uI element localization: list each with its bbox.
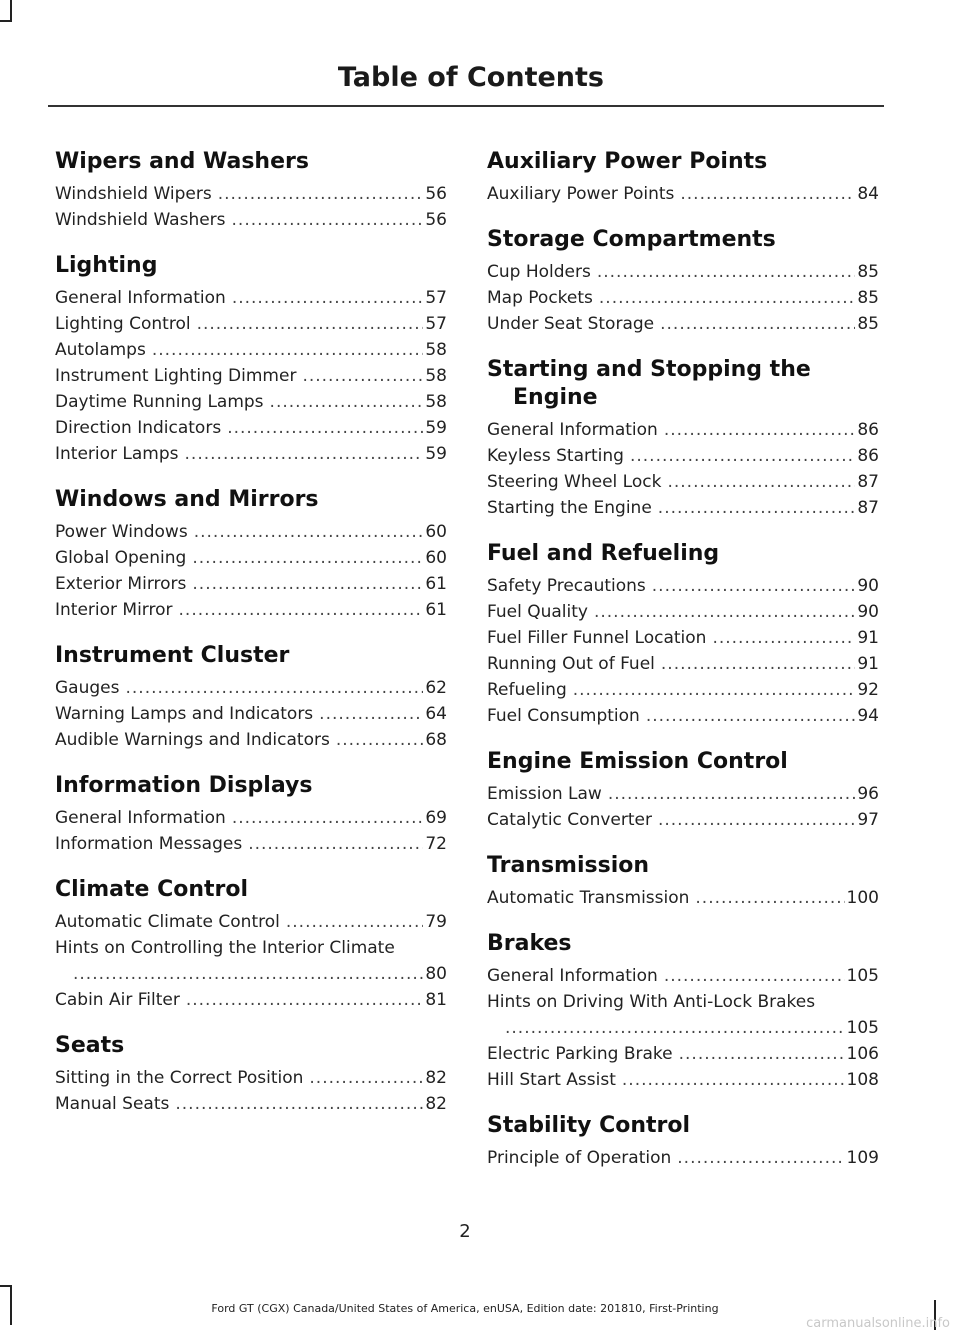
toc-entry-link[interactable] [487, 417, 879, 443]
section-heading: Climate Control [55, 877, 249, 902]
toc-entry-link[interactable] [487, 311, 879, 337]
toc-entry-row [487, 1067, 879, 1093]
toc-section [55, 772, 447, 857]
toc-entry-label: Catalytic Converter [487, 810, 652, 830]
section-heading: Fuel and Refueling [487, 541, 720, 566]
toc-entry-label: Hints on Driving With Anti-Lock Brakes [487, 992, 816, 1012]
dot-leader [232, 207, 424, 233]
dot-leader [599, 285, 855, 311]
dot-leader [646, 703, 856, 729]
dot-leader [286, 909, 423, 935]
toc-entry-link[interactable] [487, 963, 879, 989]
watermark: carmanualsonline.info [806, 1316, 950, 1331]
toc-entry-row [487, 495, 879, 521]
toc-entry-page: 94 [857, 706, 879, 726]
toc-entry-page: 59 [425, 418, 447, 438]
toc-entry-link[interactable] [55, 727, 447, 753]
toc-entry-link[interactable] [487, 599, 879, 625]
dot-leader [248, 831, 423, 857]
section-heading: Windows and Mirrors [55, 487, 319, 512]
toc-entry-row [487, 259, 879, 285]
toc-entry-link[interactable] [55, 207, 447, 233]
toc-section [487, 226, 879, 337]
page-number: 2 [459, 1221, 471, 1242]
toc-entry-link[interactable] [55, 805, 447, 831]
toc-entry-link[interactable] [55, 285, 447, 311]
crop-mark [0, 20, 12, 22]
toc-entry-link[interactable] [487, 781, 879, 807]
toc-entry-link[interactable] [487, 885, 879, 911]
toc-entry-page: 87 [857, 498, 879, 518]
toc-entry-row [487, 885, 879, 911]
toc-section [55, 486, 447, 623]
toc-entry-link[interactable] [487, 181, 879, 207]
toc-section [487, 540, 879, 729]
toc-entry-link[interactable] [55, 675, 447, 701]
toc-entry-page: 108 [846, 1070, 879, 1090]
toc-entry-label: Instrument Lighting Dimmer [55, 366, 297, 386]
toc-entry-label: Windshield Wipers [55, 184, 212, 204]
toc-entry-label: Audible Warnings and Indicators [55, 730, 330, 750]
dot-leader [179, 597, 424, 623]
dot-leader [505, 1015, 845, 1041]
toc-entry-page: 72 [425, 834, 447, 854]
toc-entry-label: Cabin Air Filter [55, 990, 180, 1010]
dot-leader [712, 625, 855, 651]
dot-leader [622, 1067, 845, 1093]
toc-section [487, 852, 879, 911]
toc-entry-row [55, 1091, 447, 1117]
toc-entry-page: 56 [425, 210, 447, 230]
toc-entry-row [55, 571, 447, 597]
title-divider [48, 105, 884, 107]
toc-entry-page: 109 [846, 1148, 879, 1168]
toc-entry-label: Information Messages [55, 834, 243, 854]
toc-entry-page: 84 [857, 184, 879, 204]
toc-entry-label: General Information [55, 808, 226, 828]
toc-entry-label: Fuel Filler Funnel Location [487, 628, 707, 648]
dot-leader [658, 495, 856, 521]
dot-leader [660, 311, 855, 337]
toc-entry-link[interactable] [487, 285, 879, 311]
toc-entry-link[interactable] [487, 677, 879, 703]
toc-entry-page: 57 [425, 288, 447, 308]
toc-entry-row [487, 311, 879, 337]
toc-entry-link[interactable] [55, 337, 447, 363]
toc-entry-link[interactable] [55, 389, 447, 415]
toc-entry-label: Refueling [487, 680, 567, 700]
toc-entry-page: 82 [425, 1094, 447, 1114]
toc-entry-label: Manual Seats [55, 1094, 170, 1114]
toc-entry-label: Automatic Transmission [487, 888, 690, 908]
toc-entry-link[interactable] [55, 701, 447, 727]
toc-entry-page: 97 [857, 810, 879, 830]
toc-entry-page: 85 [857, 262, 879, 282]
toc-entry-link[interactable] [55, 415, 447, 441]
toc-entry-label: Auxiliary Power Points [487, 184, 675, 204]
toc-section [487, 356, 879, 521]
toc-entry-page: 86 [857, 446, 879, 466]
toc-entry-row [487, 285, 879, 311]
dot-leader [232, 805, 424, 831]
toc-entry-page: 90 [857, 576, 879, 596]
toc-entry-label: Steering Wheel Lock [487, 472, 662, 492]
dot-leader [186, 987, 424, 1013]
dot-leader [175, 1091, 423, 1117]
toc-entry-row [487, 963, 879, 989]
toc-entry-link[interactable] [487, 1041, 879, 1067]
dot-leader [319, 701, 423, 727]
toc-entry-page: 61 [425, 600, 447, 620]
toc-entry-label: General Information [487, 420, 658, 440]
toc-entry-row [55, 701, 447, 727]
toc-entry-page: 87 [857, 472, 879, 492]
section-heading: Storage Compartments [487, 227, 776, 252]
toc-entry-page: 56 [425, 184, 447, 204]
toc-entry-row [55, 337, 447, 363]
toc-entry-label: Sitting in the Correct Position [55, 1068, 304, 1088]
dot-leader [232, 285, 424, 311]
toc-section [55, 1032, 447, 1117]
toc-entry-label: Daytime Running Lamps [55, 392, 264, 412]
toc-entry-label: Hints on Controlling the Interior Climate [55, 938, 395, 958]
toc-entry-label: Keyless Starting [487, 446, 624, 466]
toc-entry-link[interactable] [55, 363, 447, 389]
section-heading: Seats [55, 1033, 125, 1058]
toc-entry-link[interactable] [55, 519, 447, 545]
toc-section [487, 748, 879, 833]
toc-entry-row [487, 651, 879, 677]
dot-leader [664, 417, 856, 443]
toc-entry-label: Starting the Engine [487, 498, 652, 518]
toc-entry-link[interactable] [487, 495, 879, 521]
dot-leader [270, 389, 424, 415]
toc-entry-row [55, 597, 447, 623]
section-heading: Lighting [55, 253, 158, 278]
toc-entry-label: Fuel Consumption [487, 706, 640, 726]
toc-entry-page: 62 [425, 678, 447, 698]
toc-entry-row [55, 363, 447, 389]
toc-entry-page: 69 [425, 808, 447, 828]
dot-leader [652, 573, 856, 599]
toc-entry-row [55, 441, 447, 467]
crop-mark [10, 0, 12, 22]
dot-leader [218, 181, 424, 207]
dot-leader [667, 469, 855, 495]
toc-entry-label: Safety Precautions [487, 576, 646, 596]
toc-entry-page: 91 [857, 654, 879, 674]
toc-entry-link[interactable] [55, 597, 447, 623]
toc-entry-row [487, 469, 879, 495]
toc-entry-link[interactable] [55, 571, 447, 597]
toc-entry-row [55, 935, 447, 961]
toc-entry-link[interactable] [55, 935, 447, 987]
dot-leader [573, 677, 856, 703]
toc-entry-row [487, 1145, 879, 1171]
toc-entry-row [487, 625, 879, 651]
dot-leader [227, 415, 423, 441]
toc-entry-page: 100 [846, 888, 879, 908]
toc-entry-link[interactable] [487, 651, 879, 677]
dot-leader [608, 781, 856, 807]
toc-entry-row [55, 181, 447, 207]
toc-entry-row [55, 675, 447, 701]
toc-entry-row [55, 987, 447, 1013]
toc-entry-link[interactable] [55, 181, 447, 207]
toc-entry-row [55, 909, 447, 935]
section-heading: Wipers and Washers [55, 149, 309, 174]
toc-entry-label: Hill Start Assist [487, 1070, 616, 1090]
toc-entry-label: Exterior Mirrors [55, 574, 187, 594]
toc-entry-link[interactable] [487, 989, 879, 1041]
toc-entry-page: 85 [857, 314, 879, 334]
toc-entry-link[interactable] [55, 909, 447, 935]
toc-entry-row [487, 989, 879, 1015]
toc-entry-label: Windshield Washers [55, 210, 226, 230]
toc-section [487, 148, 879, 207]
toc-entry-page: 58 [425, 366, 447, 386]
toc-entry-label: Principle of Operation [487, 1148, 672, 1168]
toc-entry-row [55, 805, 447, 831]
toc-entry-link[interactable] [487, 1067, 879, 1093]
dot-leader [73, 961, 423, 987]
toc-entry-link[interactable] [487, 469, 879, 495]
toc-entry-label: Cup Holders [487, 262, 591, 282]
toc-entry-row [487, 677, 879, 703]
toc-entry-row [55, 727, 447, 753]
toc-entry-label: Warning Lamps and Indicators [55, 704, 314, 724]
toc-entry-label: General Information [487, 966, 658, 986]
toc-entry-label: Electric Parking Brake [487, 1044, 673, 1064]
toc-entry-page: 60 [425, 548, 447, 568]
toc-section [55, 876, 447, 1013]
toc-entry-label: Interior Mirror [55, 600, 173, 620]
section-heading: Information Displays [55, 773, 313, 798]
toc-entry-page: 105 [846, 1018, 879, 1038]
toc-section [487, 930, 879, 1093]
toc-entry-label: Global Opening [55, 548, 187, 568]
toc-entry-page: 92 [857, 680, 879, 700]
dot-leader [302, 363, 423, 389]
toc-entry-link[interactable] [487, 573, 879, 599]
toc-entry-row [55, 1065, 447, 1091]
toc-section [55, 252, 447, 467]
toc-section [487, 1112, 879, 1171]
toc-entry-label: Gauges [55, 678, 120, 698]
toc-entry-row [55, 519, 447, 545]
toc-entry-row [487, 1015, 879, 1041]
dot-leader [597, 259, 856, 285]
toc-entry-link[interactable] [55, 1091, 447, 1117]
toc-entry-page: 91 [857, 628, 879, 648]
toc-entry-label: General Information [55, 288, 226, 308]
toc-entry-page: 86 [857, 420, 879, 440]
toc-entry-page: 105 [846, 966, 879, 986]
toc-entry-link[interactable] [487, 807, 879, 833]
toc-entry-link[interactable] [487, 625, 879, 651]
toc-entry-link[interactable] [55, 831, 447, 857]
toc-entry-page: 60 [425, 522, 447, 542]
toc-entry-label: Emission Law [487, 784, 602, 804]
toc-entry-page: 57 [425, 314, 447, 334]
toc-entry-label: Running Out of Fuel [487, 654, 655, 674]
toc-entry-row [487, 1041, 879, 1067]
toc-entry-row [487, 807, 879, 833]
dot-leader [309, 1065, 423, 1091]
toc-entry-row [55, 285, 447, 311]
toc-entry-link[interactable] [487, 1145, 879, 1171]
dot-leader [630, 443, 855, 469]
toc-entry-link[interactable] [55, 1065, 447, 1091]
toc-entry-label: Autolamps [55, 340, 146, 360]
section-heading: Auxiliary Power Points [487, 149, 768, 174]
dot-leader [661, 651, 855, 677]
toc-entry-link[interactable] [487, 443, 879, 469]
toc-entry-page: 61 [425, 574, 447, 594]
toc-right-column [487, 148, 879, 1190]
toc-entry-link[interactable] [55, 987, 447, 1013]
dot-leader [185, 441, 424, 467]
toc-entry-page: 80 [425, 964, 447, 984]
dot-leader [677, 1145, 844, 1171]
dot-leader [695, 885, 844, 911]
toc-entry-row [55, 415, 447, 441]
dot-leader [125, 675, 423, 701]
toc-entry-page: 96 [857, 784, 879, 804]
toc-entry-row [55, 207, 447, 233]
toc-entry-row [487, 703, 879, 729]
dot-leader [658, 807, 855, 833]
toc-entry-link[interactable] [487, 259, 879, 285]
crop-mark [0, 1285, 12, 1287]
toc-entry-link[interactable] [55, 545, 447, 571]
toc-entry-row [55, 961, 447, 987]
toc-entry-label: Automatic Climate Control [55, 912, 280, 932]
toc-entry-row [55, 831, 447, 857]
toc-entry-label: Map Pockets [487, 288, 593, 308]
dot-leader [664, 963, 845, 989]
toc-entry-page: 90 [857, 602, 879, 622]
toc-entry-row [487, 181, 879, 207]
toc-entry-page: 79 [425, 912, 447, 932]
dot-leader [152, 337, 424, 363]
toc-entry-label: Power Windows [55, 522, 188, 542]
toc-entry-row [487, 417, 879, 443]
toc-entry-page: 85 [857, 288, 879, 308]
toc-left-column [55, 148, 447, 1136]
section-heading: Stability Control [487, 1113, 691, 1138]
toc-entry-page: 106 [846, 1044, 879, 1064]
section-heading: Transmission [487, 853, 650, 878]
toc-entry-row [487, 573, 879, 599]
toc-entry-page: 68 [425, 730, 447, 750]
toc-entry-link[interactable] [55, 441, 447, 467]
toc-entry-row [55, 311, 447, 337]
dot-leader [197, 311, 424, 337]
toc-entry-row [55, 389, 447, 415]
toc-entry-row [487, 443, 879, 469]
toc-entry-page: 58 [425, 340, 447, 360]
dot-leader [336, 727, 424, 753]
section-heading: Brakes [487, 931, 572, 956]
section-heading: Instrument Cluster [55, 643, 290, 668]
toc-entry-link[interactable] [487, 703, 879, 729]
toc-entry-label: Under Seat Storage [487, 314, 655, 334]
toc-entry-page: 58 [425, 392, 447, 412]
toc-entry-row [487, 781, 879, 807]
dot-leader [680, 181, 855, 207]
footer-edition-info: Ford GT (CGX) Canada/United States of America, enUSA, Edition date: 201810, First-Printing [211, 1302, 719, 1315]
toc-entry-row [487, 599, 879, 625]
toc-section [55, 642, 447, 753]
page-title: Table of Contents [337, 62, 604, 93]
toc-entry-link[interactable] [55, 311, 447, 337]
toc-entry-page: 81 [425, 990, 447, 1010]
toc-entry-label: Lighting Control [55, 314, 191, 334]
section-heading: Engine Emission Control [487, 749, 788, 774]
dot-leader [192, 571, 423, 597]
toc-entry-page: 59 [425, 444, 447, 464]
dot-leader [192, 545, 423, 571]
toc-entry-label: Interior Lamps [55, 444, 179, 464]
toc-entry-label: Direction Indicators [55, 418, 222, 438]
toc-entry-label: Fuel Quality [487, 602, 588, 622]
dot-leader [194, 519, 424, 545]
dot-leader [679, 1041, 845, 1067]
toc-entry-page: 82 [425, 1068, 447, 1088]
dot-leader [594, 599, 855, 625]
toc-entry-row [55, 545, 447, 571]
toc-entry-page: 64 [425, 704, 447, 724]
toc-section [55, 148, 447, 233]
section-heading: Starting and Stopping the Engine [487, 357, 811, 410]
